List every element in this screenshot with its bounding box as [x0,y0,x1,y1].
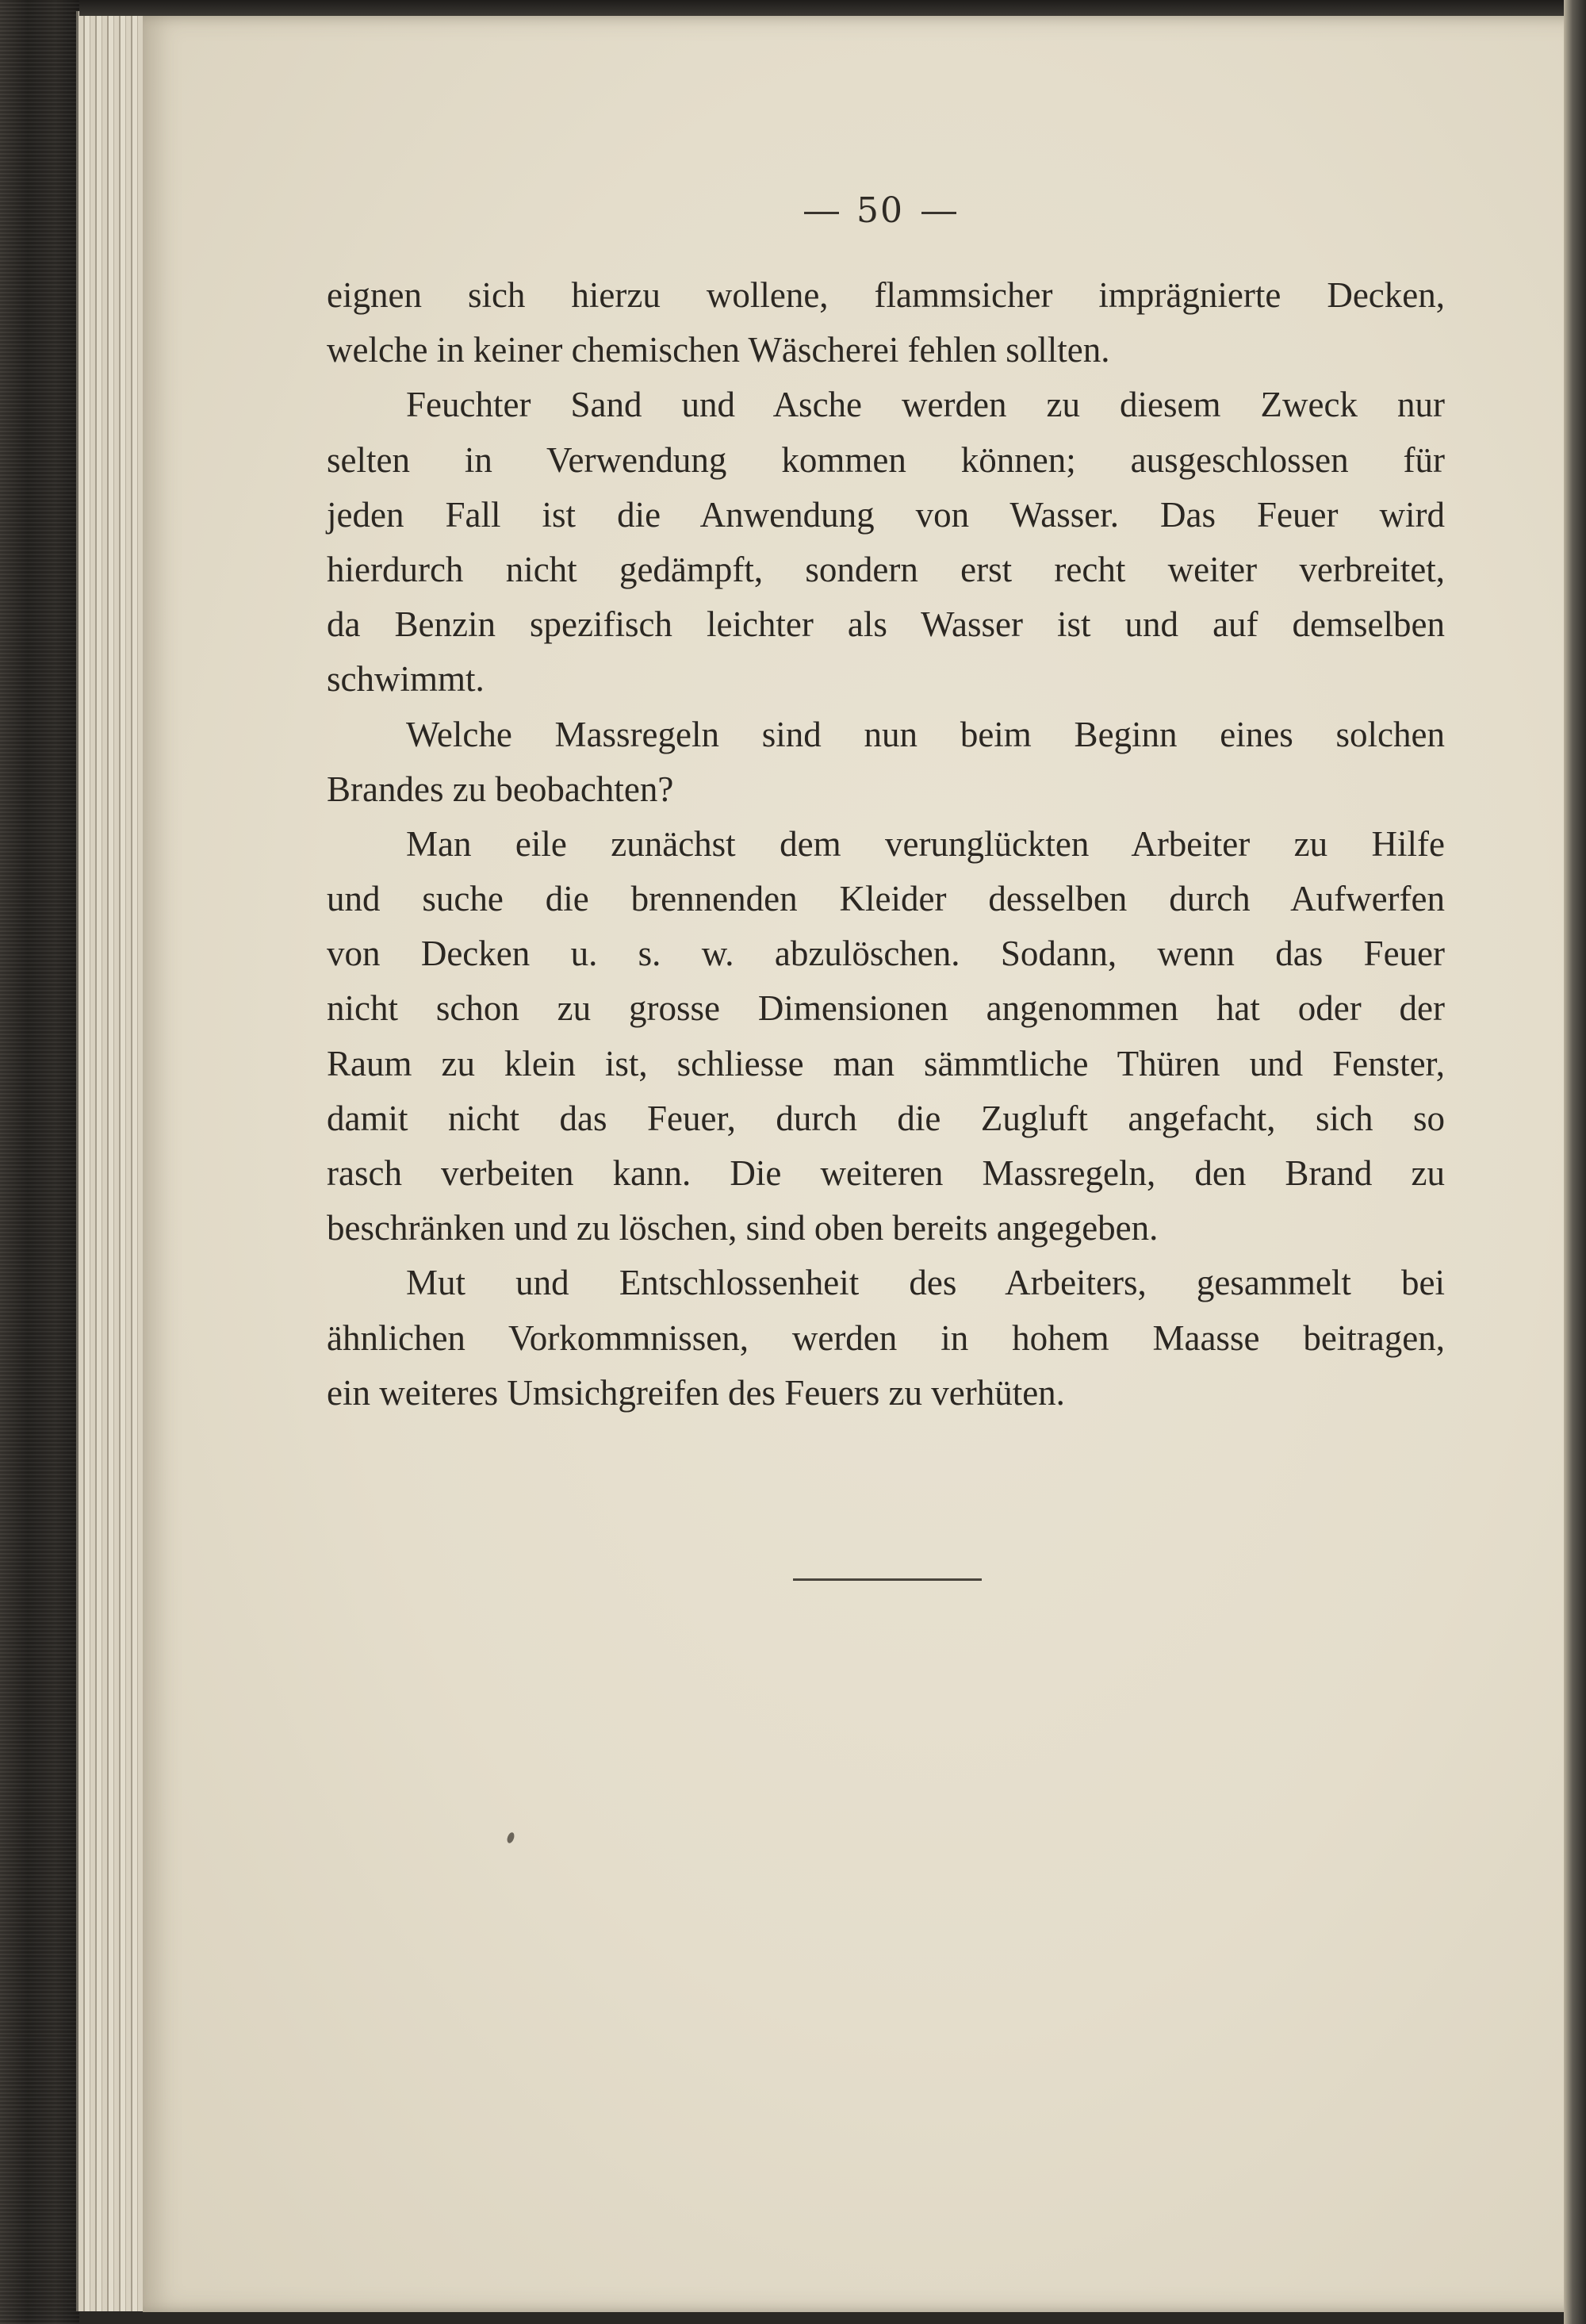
text-line: schwimmt. [327,659,485,700]
page-number-dash-left [804,212,839,214]
text-line: und suche die brennenden Kleider desselben durch Aufwerfen [327,879,1445,919]
text-line: Man eile zunächst dem verunglückten Arbeiter zu Hilfe [406,823,1445,864]
text-line: welche in keiner chemischen Wäscherei fehlen sollten. [327,330,1110,370]
text-line: ähnlichen Vorkommnissen, werden in hohem Maasse beitragen, [327,1317,1445,1358]
book-binding [0,0,79,2324]
text-line: Raum zu klein ist, schliesse man sämmtliche Thüren und Fenster, [327,1043,1445,1083]
page-number-dash-right [921,212,956,214]
text-line: Welche Massregeln sind nun beim Beginn eines solchen [406,714,1445,754]
page-edges [76,11,150,2311]
text-line: Feuchter Sand und Asche werden zu diesem Zweck nur [406,385,1445,425]
text-line: eignen sich hierzu wollene, flammsicher imprägnierte Decken, [327,275,1445,315]
text-line: hierdurch nicht gedämpft, sondern erst recht weiter verbreitet, [327,549,1445,589]
page-number [761,190,999,231]
top-edge [79,0,1586,16]
page-number-value: 50 [856,190,904,231]
text-line: rasch verbeiten kann. Die weiteren Massregeln, den Brand zu [327,1153,1445,1193]
text-line: beschränken und zu löschen, sind oben bereits angegeben. [327,1208,1159,1248]
text-line: von Decken u. s. w. abzulöschen. Sodann, wenn das Feuer [327,934,1445,974]
right-edge [1564,0,1586,2324]
text-line: nicht schon zu grosse Dimensionen angenommen hat oder der [327,988,1445,1029]
text-line: Mut und Entschlossenheit des Arbeiters, gesammelt bei [406,1263,1445,1303]
body-text [327,268,1445,1421]
text-line: Brandes zu beobachten? [327,769,674,809]
text-line: selten in Verwendung kommen können; ausgeschlossen für [327,439,1445,480]
text-line: damit nicht das Feuer, durch die Zugluft angefacht, sich so [327,1098,1445,1138]
text-line: da Benzin spezifisch leichter als Wasser ist und auf demselben [327,604,1445,645]
end-rule [793,1578,982,1581]
text-line: jeden Fall ist die Anwendung von Wasser. Das Feuer wird [327,494,1445,535]
text-line: ein weiteres Umsichgreifen des Feuers zu verhüten. [327,1372,1065,1413]
